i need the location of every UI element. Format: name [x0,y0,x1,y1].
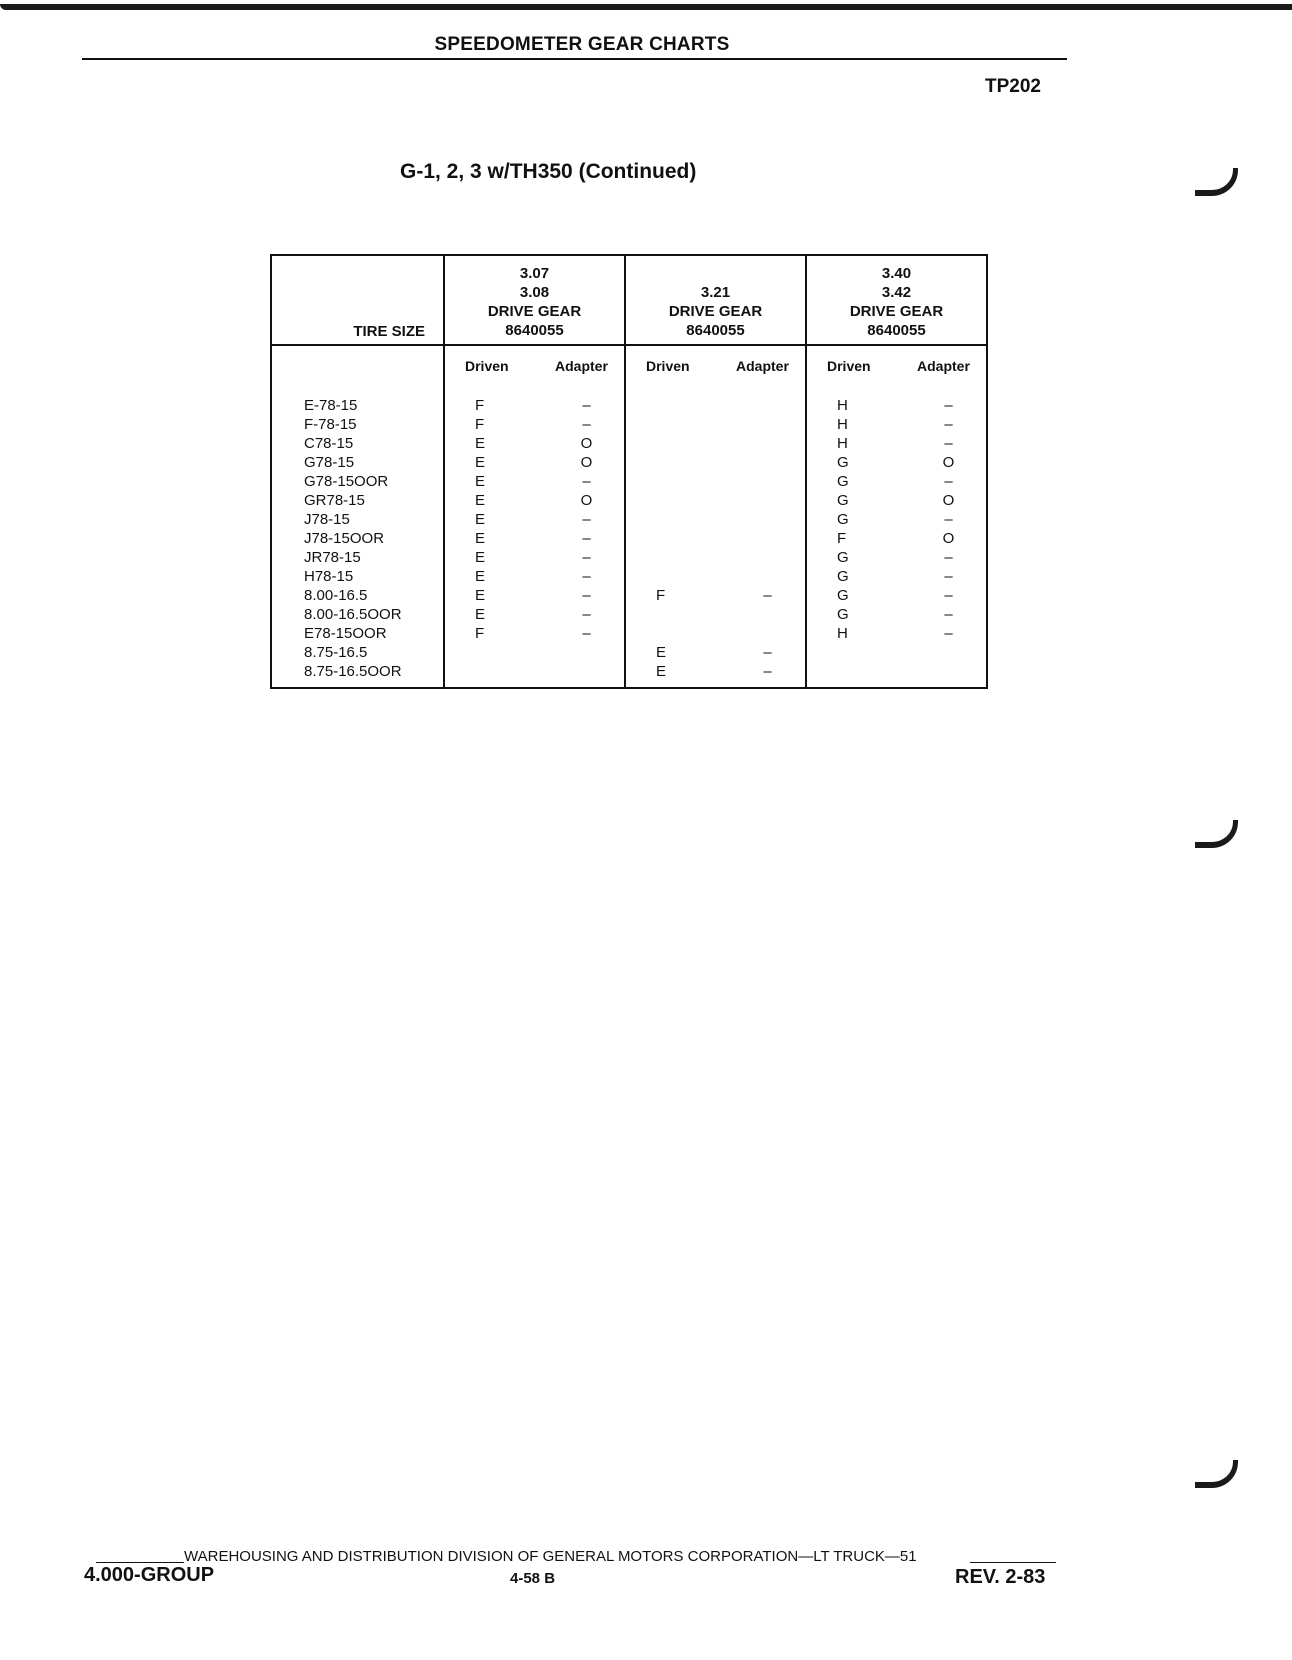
adapter-cell [730,434,806,453]
footer-page-number: 4-58 B [510,1570,556,1587]
footer-revision: REV. 2-83 [955,1566,1046,1588]
table-body [271,345,987,688]
driven-gear-cell: G [806,453,911,472]
adapter-cell [730,510,806,529]
driven-gear-cell [625,434,730,453]
driven-gear-cell [625,472,730,491]
driven-gear-cell: H [806,396,911,415]
adapter-cell [730,453,806,472]
section-heading: G-1, 2, 3 w/TH350 (Continued) [400,160,697,183]
driven-gear-cell [625,491,730,510]
adapter-cell [549,643,625,662]
adapter-cell: O [942,492,955,509]
adapter-cell: – [582,606,591,623]
footer-credit: WAREHOUSING AND DISTRIBUTION DIVISION OF GENERAL MOTORS CORPORATION—LT TRUCK—51 [184,1548,917,1565]
driven-gear-cell [625,396,730,415]
driven-gear-cell [444,643,549,662]
adapter-header: Adapter [555,358,608,374]
adapter-cell: – [582,568,591,585]
table-row [271,396,987,415]
table-row [271,662,987,688]
driven-gear-cell: E [444,491,549,510]
table-header-row [271,255,987,345]
driven-gear-cell [625,529,730,548]
table-row [271,529,987,548]
driven-gear-cell: E [444,453,549,472]
adapter-cell: – [944,416,953,433]
tire-size-header: TIRE SIZE [271,255,444,345]
adapter-cell: – [944,473,953,490]
speedometer-gear-table [270,254,988,689]
table-row [271,434,987,453]
adapter-cell: – [944,606,953,623]
adapter-cell: – [582,416,591,433]
adapter-cell [730,415,806,434]
adapter-cell: – [582,530,591,547]
tire-size-cell: H78-15 [304,568,354,585]
adapter-cell [730,529,806,548]
adapter-cell: – [763,587,772,604]
table-row [271,605,987,624]
adapter-cell: – [582,473,591,490]
adapter-cell: O [580,454,593,471]
driven-gear-cell [625,510,730,529]
tire-size-cell: J78-15 [304,511,350,528]
page-title: SPEEDOMETER GEAR CHARTS [434,34,730,55]
driven-gear-cell [625,453,730,472]
adapter-cell: – [582,397,591,414]
table-row [271,415,987,434]
driven-gear-cell [625,567,730,586]
driven-gear-cell: G [806,510,911,529]
tire-size-cell: G78-15OOR [304,473,389,490]
driven-gear-cell: H [806,624,911,643]
table-row [271,472,987,491]
driven-gear-cell: H [806,415,911,434]
tire-size-cell: JR78-15 [304,549,361,566]
adapter-cell [911,643,987,662]
adapter-cell [730,396,806,415]
table-row [271,586,987,605]
driven-gear-cell [806,662,911,688]
driven-gear-cell: E [625,643,730,662]
tire-size-cell: 8.75-16.5OOR [304,663,402,680]
adapter-cell [730,548,806,567]
driven-gear-cell: F [444,624,549,643]
binder-hole-mark [1195,168,1238,196]
ratio-group-header-3 [806,255,987,345]
tire-size-cell: 8.00-16.5 [304,587,368,604]
page-code: TP202 [985,76,1041,97]
driven-gear-cell: E [444,605,549,624]
driven-gear-cell: E [444,529,549,548]
driven-gear-cell [444,662,549,688]
driven-header: Driven [625,345,730,386]
driven-gear-cell [625,548,730,567]
adapter-cell: O [580,492,593,509]
driven-header: Driven [806,345,911,386]
tire-size-cell: G78-15 [304,454,355,471]
driven-gear-cell: G [806,548,911,567]
sub-header-blank [271,345,444,386]
adapter-cell: – [944,435,953,452]
adapter-cell: – [582,511,591,528]
drive-gear-label: DRIVE GEAR [849,303,944,320]
tire-size-cell: J78-15OOR [304,530,385,547]
adapter-cell [730,567,806,586]
driven-gear-cell: G [806,605,911,624]
tire-size-cell: 8.00-16.5OOR [304,606,402,623]
adapter-cell [549,662,625,688]
adapter-cell [911,662,987,688]
adapter-cell: – [763,644,772,661]
tire-size-cell: E78-15OOR [304,625,387,642]
tire-size-cell: GR78-15 [304,492,365,509]
driven-gear-cell: G [806,472,911,491]
adapter-cell: – [944,568,953,585]
drive-gear-label: DRIVE GEAR [668,303,763,320]
tire-size-cell: F-78-15 [304,416,357,433]
adapter-cell: – [944,397,953,414]
adapter-cell: – [944,587,953,604]
driven-gear-cell: H [806,434,911,453]
driven-gear-cell: E [444,510,549,529]
driven-gear-cell: G [806,567,911,586]
tire-size-cell: C78-15 [304,435,354,452]
adapter-cell: – [582,587,591,604]
adapter-cell [730,491,806,510]
ratio-line: 3.21 [700,284,731,301]
driven-gear-cell: G [806,491,911,510]
spacer-row [271,386,987,396]
table-row [271,643,987,662]
driven-gear-cell: G [806,586,911,605]
table-row [271,491,987,510]
ratio-line: 3.08 [519,284,550,301]
ratio-line: 3.07 [519,265,550,282]
driven-gear-cell: E [625,662,730,688]
driven-gear-cell: F [444,396,549,415]
adapter-cell: – [763,663,772,680]
footer-group: 4.000-GROUP [84,1564,215,1586]
driven-gear-cell [806,643,911,662]
table-row [271,453,987,472]
table-row [271,567,987,586]
sub-header-row [271,345,987,386]
driven-gear-cell: E [444,567,549,586]
adapter-cell [730,605,806,624]
ratio-line: 3.42 [881,284,912,301]
adapter-header: Adapter [917,358,970,374]
adapter-cell: – [582,625,591,642]
top-edge-rule [0,4,1292,10]
table-row [271,624,987,643]
adapter-cell: O [580,435,593,452]
adapter-cell: – [582,549,591,566]
part-number: 8640055 [686,322,745,339]
adapter-cell: – [944,549,953,566]
driven-gear-cell: E [444,434,549,453]
driven-gear-cell: E [444,472,549,491]
driven-gear-cell: E [444,548,549,567]
binder-hole-mark [1195,1460,1238,1488]
ratio-line: 3.40 [881,265,912,282]
tire-size-cell: E-78-15 [304,397,358,414]
footer-rule-right [970,1562,1056,1563]
ratio-group-header-2 [625,255,806,345]
driven-gear-cell: F [444,415,549,434]
driven-gear-cell [625,605,730,624]
adapter-cell: O [942,530,955,547]
adapter-cell: O [942,454,955,471]
binder-hole-mark [1195,820,1238,848]
part-number: 8640055 [867,322,926,339]
adapter-cell: – [944,511,953,528]
driven-gear-cell: F [806,529,911,548]
ratio-group-header-1 [444,255,625,345]
driven-gear-cell [625,624,730,643]
tire-size-cell: 8.75-16.5 [304,644,368,661]
adapter-cell [730,472,806,491]
adapter-header: Adapter [736,358,789,374]
table-row [271,510,987,529]
driven-gear-cell [625,415,730,434]
drive-gear-label: DRIVE GEAR [487,303,582,320]
title-divider [82,58,1067,60]
part-number: 8640055 [505,322,564,339]
table-row [271,548,987,567]
adapter-cell: – [944,625,953,642]
driven-header: Driven [444,345,549,386]
driven-gear-cell: F [625,586,730,605]
adapter-cell [730,624,806,643]
driven-gear-cell: E [444,586,549,605]
footer-rule-left [96,1562,184,1563]
